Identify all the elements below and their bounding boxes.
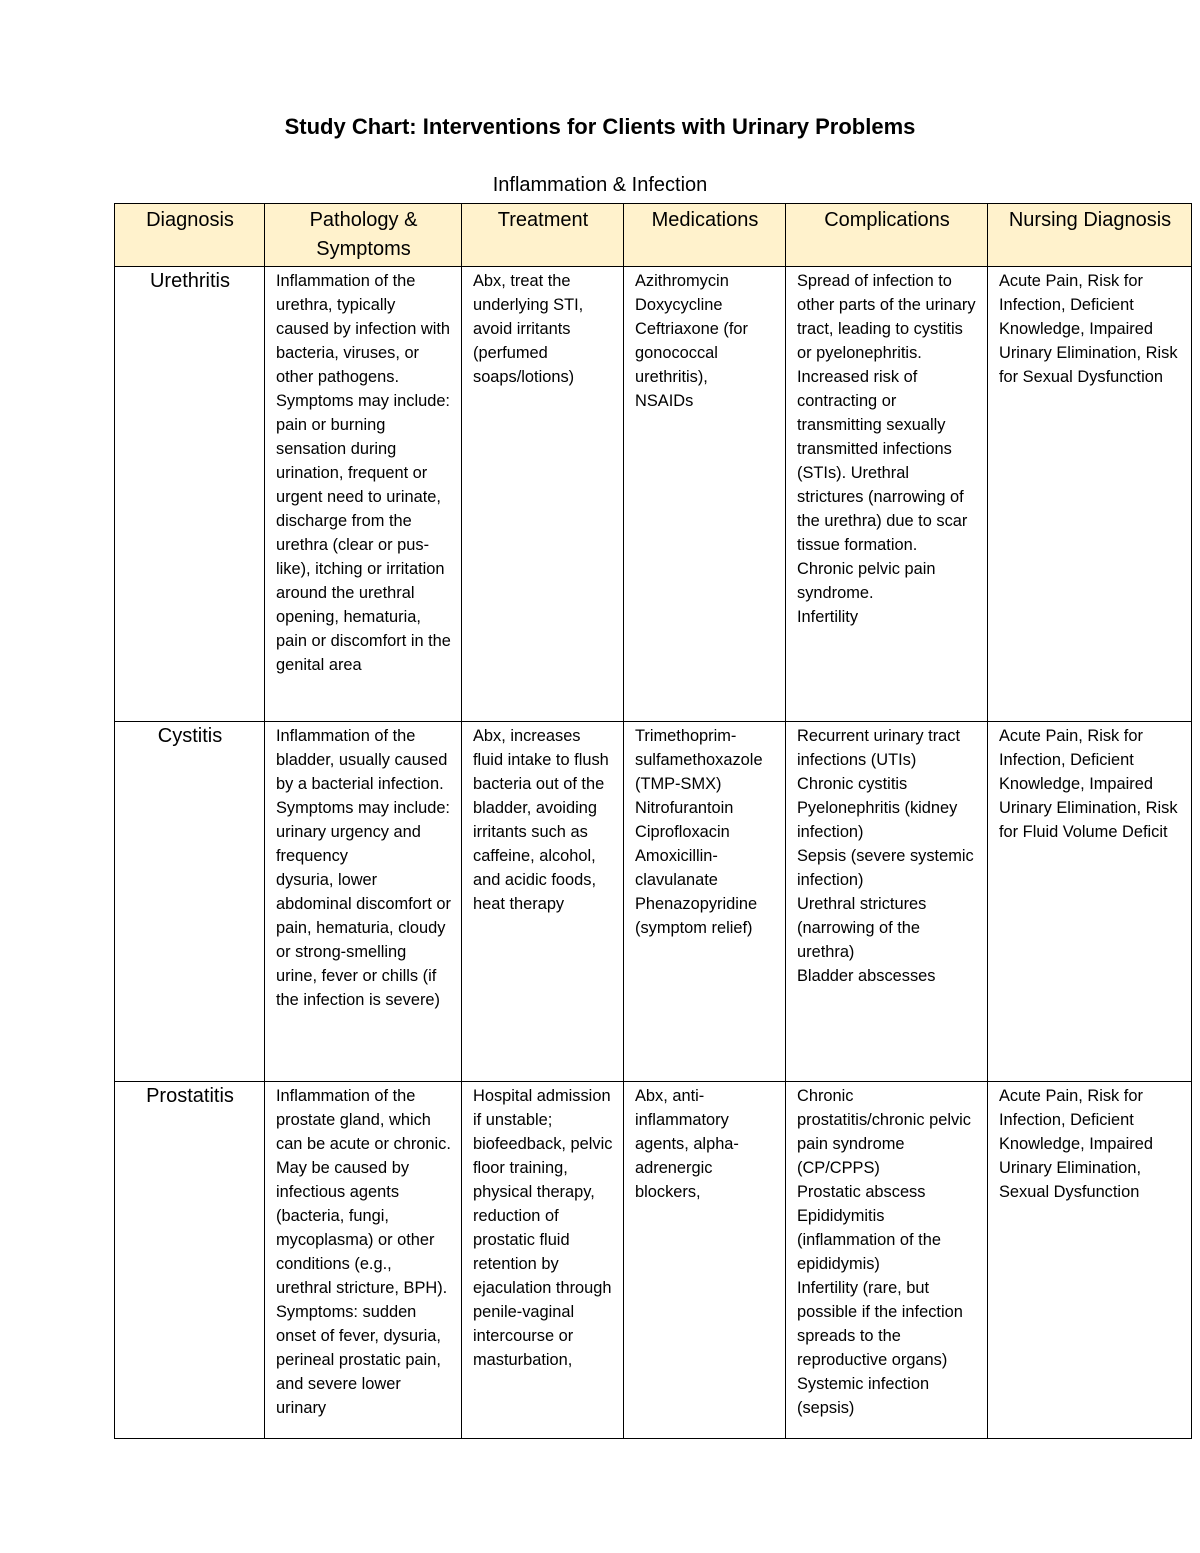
document-title: Study Chart: Interventions for Clients with Urinary Problems (284, 114, 916, 139)
header-complications: Complications (786, 204, 988, 267)
nursing-diagnosis-text: Acute Pain, Risk for Infection, Deficient Knowledge, Impaired Urinary Elimination, Risk for Sexual Dysfunction (999, 272, 1178, 386)
medications-text: Azithromycin Doxycycline Ceftriaxone (for gonococcal urethritis), NSAIDs (635, 272, 748, 410)
pathology-text: Inflammation of the urethra, typically caused by infection with bacteria, viruses, or other pathogens. Symptoms may include: pain or burning sensation during urination, frequent or urgent need to urinate, discharge from the urethra (clear or pus-like), itching or irritation around the urethral opening, hematuria, pain or discomfort in the genital area (276, 272, 451, 674)
pathology-text: Inflammation of the prostate gland, which can be acute or chronic. May be caused by infectious agents (bacteria, fungi, mycoplasma) or other conditions (e.g., urethral stricture, BPH). Symptoms: sudden onset of fever, dysuria, perineal prostatic pain, and severe lower urinary (276, 1087, 451, 1417)
treatment-text: Hospital admission if unstable; biofeedback, pelvic floor training, physical therapy, reduction of prostatic fluid retention by ejaculation through penile-vaginal intercourse or masturbation, (473, 1087, 613, 1369)
header-pathology-symptoms: Pathology & Symptoms (265, 204, 462, 267)
diagnosis-cell: Prostatitis (115, 1082, 265, 1439)
treatment-text: Abx, increases fluid intake to flush bacteria out of the bladder, avoiding irritants such as caffeine, alcohol, and acidic foods, heat therapy (473, 727, 609, 913)
diagnosis-cell: Cystitis (115, 722, 265, 1082)
medications-cell (624, 722, 786, 1082)
header-nursing-diagnosis: Nursing Diagnosis (988, 204, 1192, 267)
complications-cell (786, 267, 988, 722)
pathology-text: Inflammation of the bladder, usually caused by a bacterial infection. Symptoms may include: urinary urgency and frequency dysuria, lower abdominal discomfort or pain, hematuria, cloudy or strong-smelling urine, fever or chills (if the infection is severe) (276, 727, 451, 1009)
complications-cell (786, 1082, 988, 1439)
treatment-cell (462, 267, 624, 722)
complications-cell (786, 722, 988, 1082)
treatment-text: Abx, treat the underlying STI, avoid irritants (perfumed soaps/lotions) (473, 272, 584, 386)
table-header-row (115, 204, 1192, 267)
complications-text: Recurrent urinary tract infections (UTIs) Chronic cystitis Pyelonephritis (kidney infection) Sepsis (severe systemic infection) Urethral strictures (narrowing of the urethra) Bladder abscesses (797, 727, 974, 985)
header-treatment: Treatment (462, 204, 624, 267)
pathology-cell (265, 1082, 462, 1439)
pathology-cell (265, 267, 462, 722)
nursing-diagnosis-text: Acute Pain, Risk for Infection, Deficient Knowledge, Impaired Urinary Elimination, Sexual Dysfunction (999, 1087, 1153, 1201)
table-row-urethritis (115, 267, 1192, 722)
section-heading: Inflammation & Infection (492, 174, 708, 196)
header-medications: Medications (624, 204, 786, 267)
table-row-cystitis (115, 722, 1192, 1082)
nursing-diagnosis-cell (988, 267, 1192, 722)
nursing-diagnosis-cell (988, 1082, 1192, 1439)
treatment-cell (462, 1082, 624, 1439)
medications-cell (624, 1082, 786, 1439)
medications-text: Trimethoprim-sulfamethoxazole (TMP-SMX) Nitrofurantoin Ciprofloxacin Amoxicillin-clavulanate Phenazopyridine (symptom relief) (635, 727, 763, 937)
header-diagnosis: Diagnosis (115, 204, 265, 267)
medications-text: Abx, anti-inflammatory agents, alpha-adrenergic blockers, (635, 1087, 739, 1201)
complications-text: Spread of infection to other parts of the urinary tract, leading to cystitis or pyelonephritis. Increased risk of contracting or transmitting sexually transmitted infections (STIs). Urethral strictures (narrowing of the urethra) due to scar tissue formation. Chronic pelvic pain syndrome. Infertility (797, 272, 976, 626)
table-row-prostatitis (115, 1082, 1192, 1439)
pathology-cell (265, 722, 462, 1082)
treatment-cell (462, 722, 624, 1082)
complications-text: Chronic prostatitis/chronic pelvic pain syndrome (CP/CPPS) Prostatic abscess Epididymitis (inflammation of the epididymis) Infertility (rare, but possible if the infection spreads to the reproductive organs) Systemic infection (sepsis) (797, 1087, 971, 1417)
nursing-diagnosis-text: Acute Pain, Risk for Infection, Deficient Knowledge, Impaired Urinary Elimination, Risk for Fluid Volume Deficit (999, 727, 1178, 841)
diagnosis-cell: Urethritis (115, 267, 265, 722)
medications-cell (624, 267, 786, 722)
nursing-diagnosis-cell (988, 722, 1192, 1082)
study-chart-table (114, 203, 1192, 1439)
